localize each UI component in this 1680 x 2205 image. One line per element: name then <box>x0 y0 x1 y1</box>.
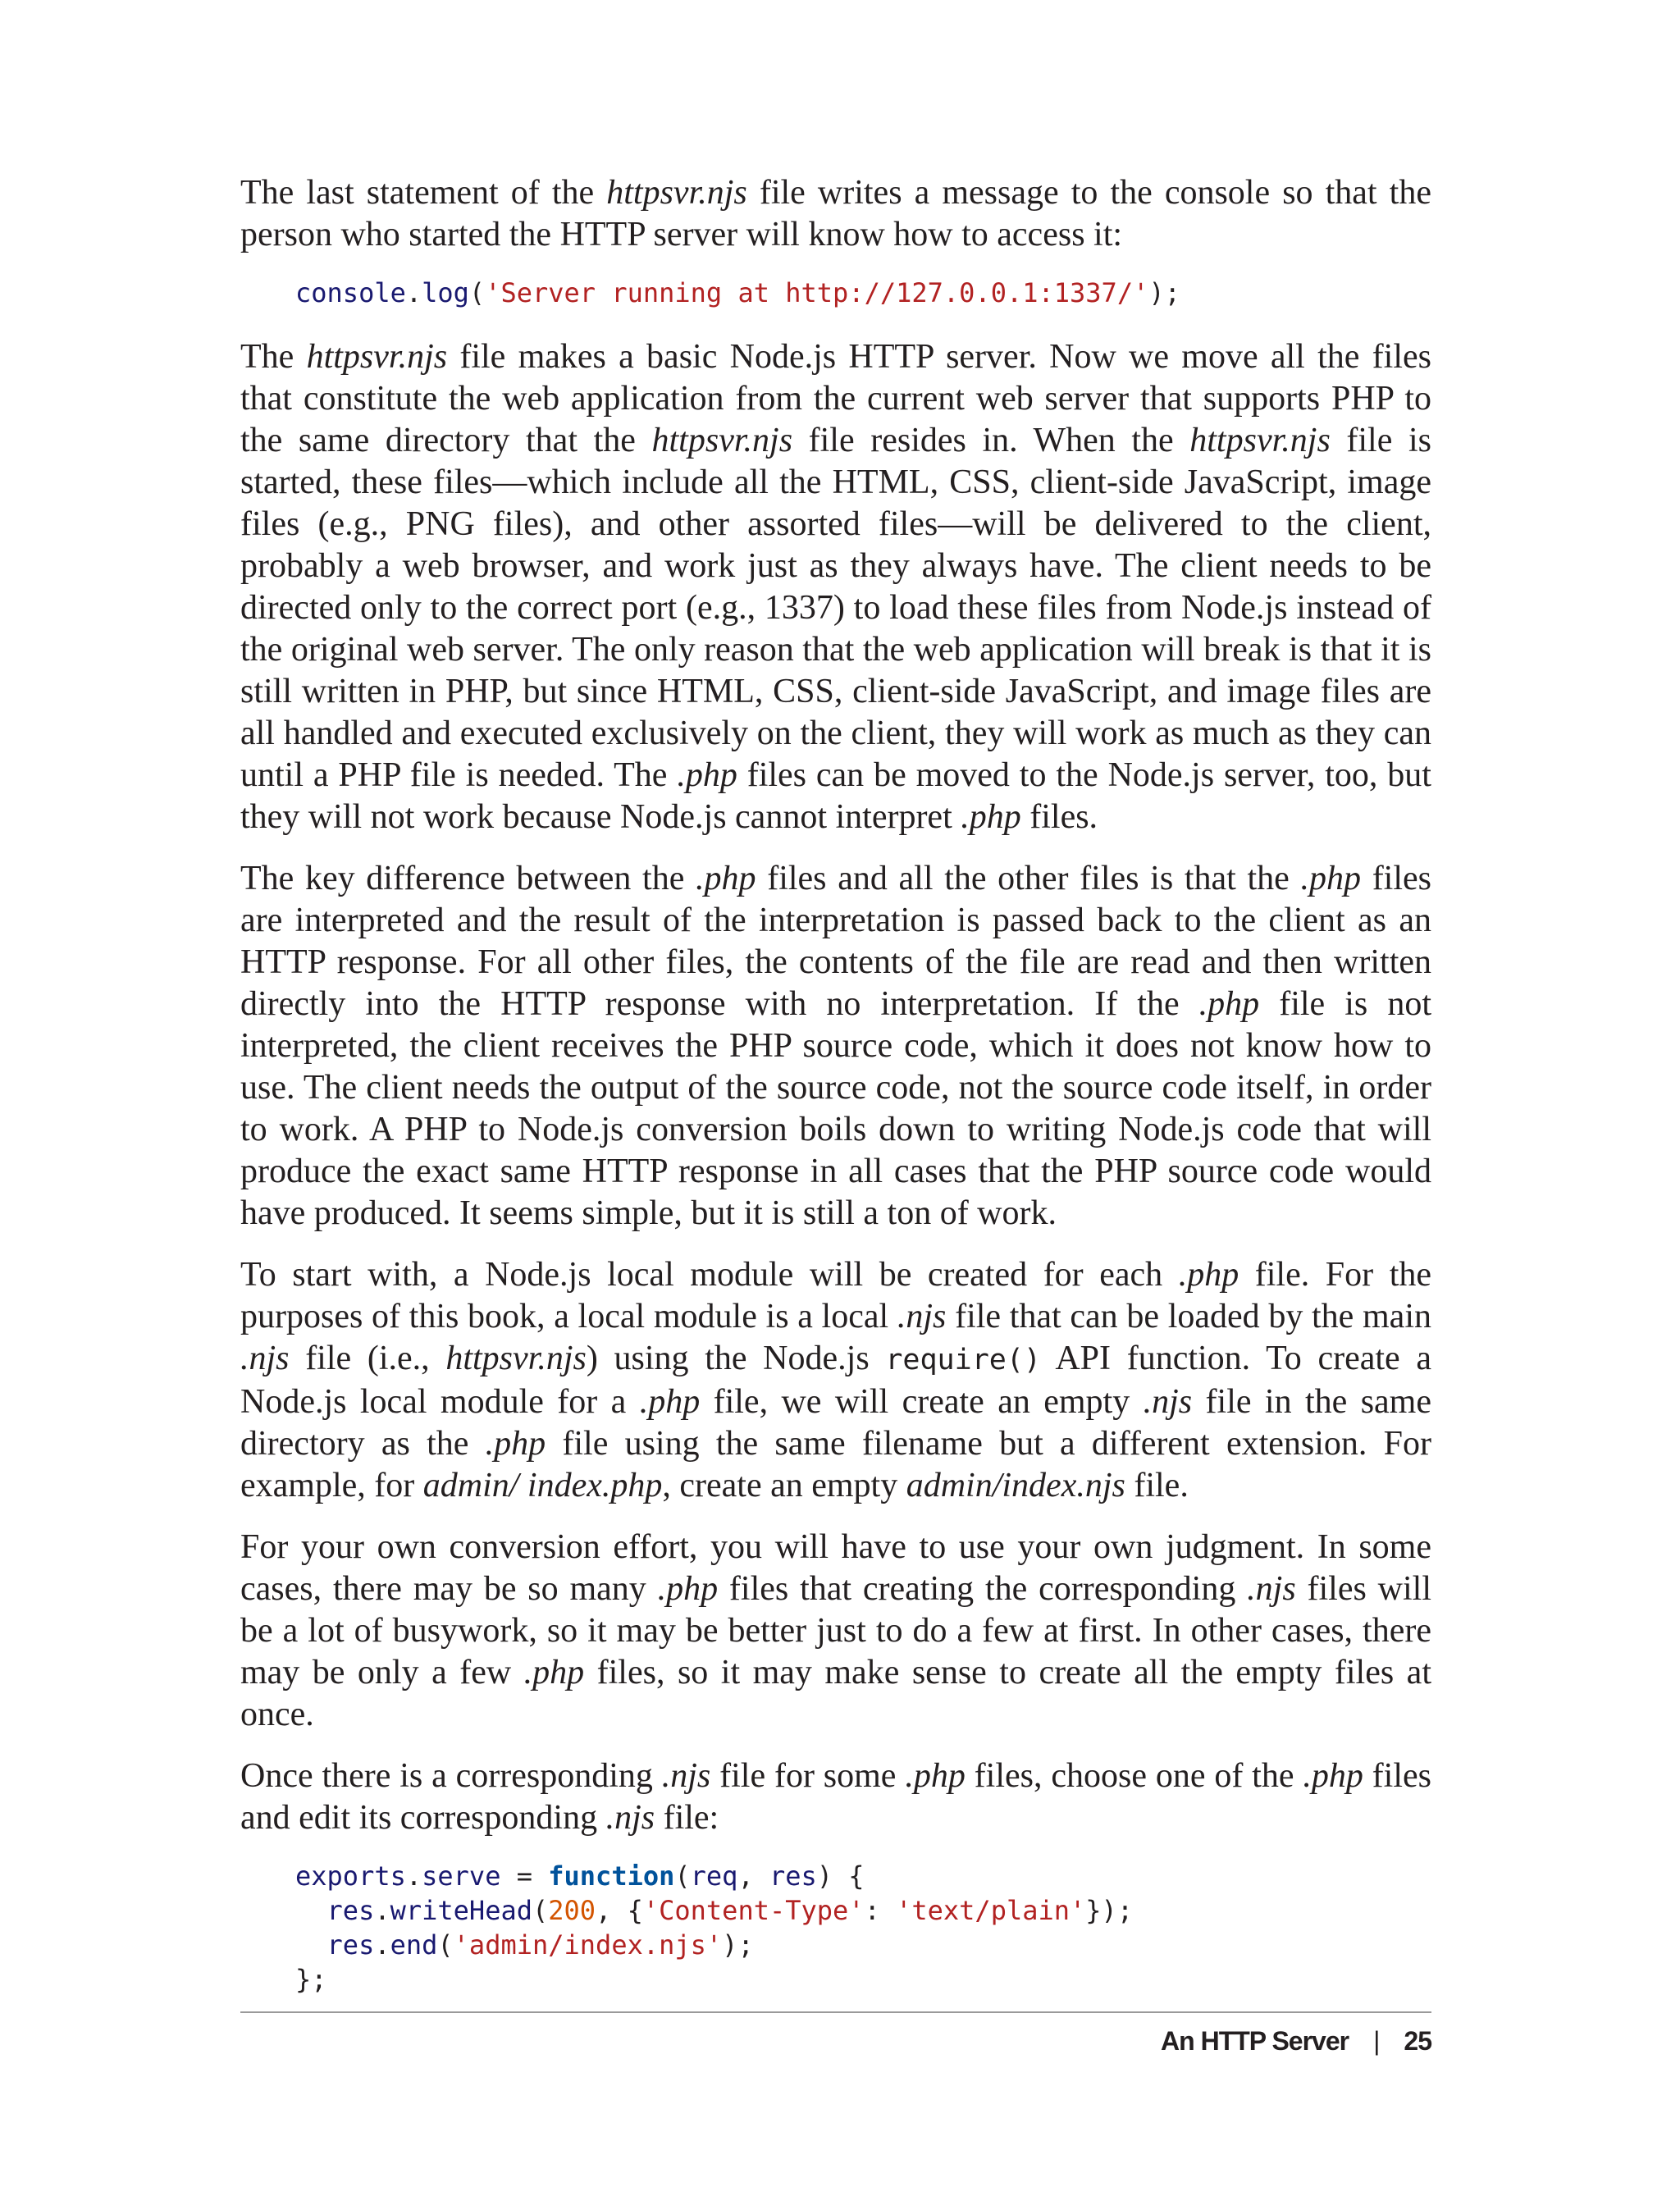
page-body <box>240 172 1431 2023</box>
footer-divider <box>240 2011 1431 2013</box>
paragraph-3: The key difference between the .php files and all the other files is that the .php files are interpreted and the result of the interpretation is passed back to the client as an HTTP response. For all other files, the contents of the file are read and then written directly into the HTTP response with no interpretation. If the .php file is not interpreted, the client receives the PHP source code, which it does not know how to use. The client needs the output of the source code, not the source code itself, in order to work. A PHP to Node.js conversion boils down to writing Node.js code that will produce the exact same HTTP response in all cases that the PHP source code would have produced. It seems simple, but it is still a ton of work. <box>240 860 1432 1232</box>
inline-code-require: require() <box>885 1344 1041 1376</box>
paragraph-4: To start with, a Node.js local module will be created for each .php file. For the purposes of this book, a local module is a local .njs file that can be loaded by the main .njs file (i.e., httpsvr.njs) using the Node.js require() API function. To create a Node.js local module for a .php file, we will create an empty .njs file in the same directory as the .php file using the same filename but a different extension. For example, for admin/ index.php, create an empty admin/index.njs file. <box>240 1256 1432 1504</box>
paragraph-5: For your own conversion effort, you will have to use your own judgment. In some cases, there may be so many .php files that creating the corresponding .njs files will be a lot of busywork, so it may be better just to do a few at first. In other cases, there may be only a few .php files, so it may make sense to create all the empty files at once. <box>240 1528 1431 1733</box>
paragraph-2: The httpsvr.njs file makes a basic Node.js HTTP server. Now we move all the files that constitute the web application from the current web server that supports PHP to the same directory that the httpsvr.njs file resides in. When the httpsvr.njs file is started, these files—which include all the HTML, CSS, client-side JavaScript, image files (e.g., PNG files), and other assorted files—will be delivered to the client, probably a web browser, and work just as they always have. The client needs to be directed only to the correct port (e.g., 1337) to load these files from Node.js instead of the original web server. The only reason that the web application will break is that it is still written in PHP, but since HTML, CSS, client-side JavaScript, and image files are all handled and executed exclusively on the client, they will work as much as they can until a PHP file is needed. The .php files can be moved to the Node.js server, too, but they will not work because Node.js cannot interpret .php files. <box>240 338 1431 836</box>
page-number: 25 <box>1404 2026 1431 2056</box>
code-block-exports-serve: exports.serve = function(req, res) { res.writeHead(200, {'Content-Type': 'text/plain'}); res.end('admin/index.njs'); }; <box>295 1860 1134 1995</box>
paragraph-1: The last statement of the httpsvr.njs file writes a message to the console so that the person who started the HTTP server will know how to access it: <box>240 174 1431 253</box>
footer-section-title: An HTTP Server <box>1161 2026 1349 2056</box>
page-footer <box>1161 2026 1431 2057</box>
footer-separator: | <box>1373 2026 1380 2056</box>
paragraph-6: Once there is a corresponding .njs file for some .php files, choose one of the .php files and edit its corresponding .njs file: <box>240 1757 1431 1837</box>
code-block-console-log: console.log('Server running at http://127.0.0.1:1337/'); <box>295 277 1180 308</box>
